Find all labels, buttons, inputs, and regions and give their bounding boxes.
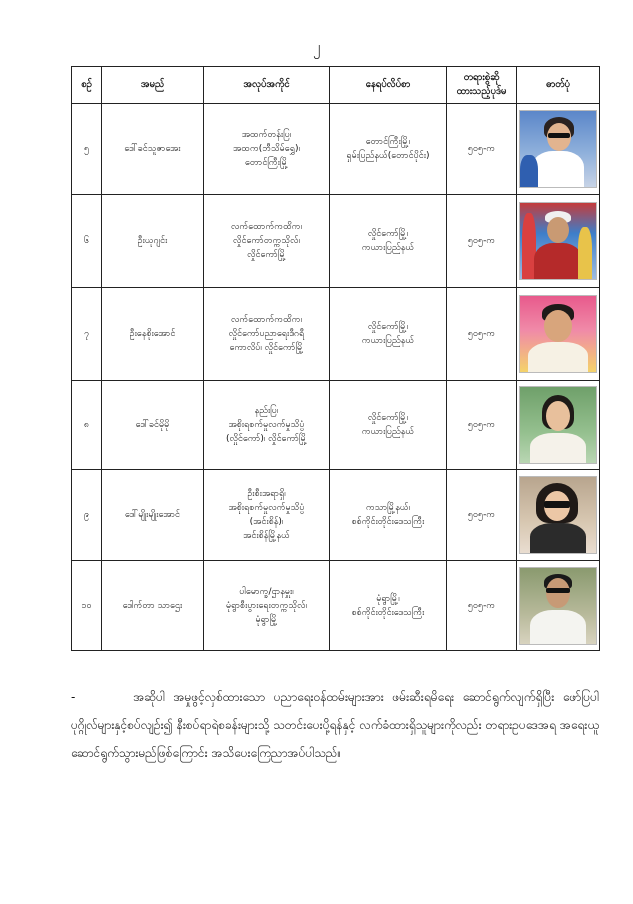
position-line: အထက(ဘီသိမ်ရွှေ)၊ xyxy=(233,144,300,154)
header-name: အမည် xyxy=(102,67,204,104)
address-line: ကသာမြို့နယ်၊ xyxy=(365,503,411,513)
header-no: စဉ် xyxy=(72,67,102,104)
position-line: ကောလိပ်၊ လှိုင်ကော်မြို့ xyxy=(229,343,304,353)
row-no: ၈ xyxy=(72,381,102,470)
row-no: ၁၀ xyxy=(72,561,102,651)
position-line: ဦးစီးအရာရှိ၊ xyxy=(247,489,286,499)
header-section-line2: ထားသည့်ပုဒ်မ xyxy=(456,86,507,97)
position-line: လှိုင်ကော်တက္ကသိုလ်၊ xyxy=(233,236,300,246)
person-photo xyxy=(519,202,597,280)
position-line: နည်းပြ၊ xyxy=(254,406,279,416)
person-photo xyxy=(519,110,597,188)
table-row xyxy=(72,288,600,381)
position-line: အစိုးရစက်မှုလက်မှုသိပ္ပံ xyxy=(228,420,305,430)
row-no: ၇ xyxy=(72,288,102,381)
position-line: မုံရွာမြို့ xyxy=(255,614,278,625)
row-address xyxy=(330,288,447,381)
position-line: (လှိုင်ကော်)၊ လှိုင်ကော်မြို့ xyxy=(226,434,307,444)
wanted-staff-table xyxy=(71,66,600,651)
position-line: အင်းစိန်မြို့နယ် xyxy=(243,531,290,541)
row-no: ၆ xyxy=(72,195,102,288)
row-name: ဦးယုဂျင်း xyxy=(102,195,204,288)
row-photo-cell xyxy=(517,288,600,381)
position-line: လက်ထောက်ကထိက၊ xyxy=(230,315,303,325)
row-name: ဦးနေစိုးအောင် xyxy=(102,288,204,381)
header-photo: ဓာတ်ပုံ xyxy=(517,67,600,104)
row-name: ဒေါက်တာ သာဌေး xyxy=(102,561,204,651)
paragraph-text: အဆိုပါ အမှုဖွင့်လှစ်ထားသော ပညာရေးဝန်ထမ်းများအား ဖမ်းဆီးရမိရေး ဆောင်ရွက်လျက်ရှိပြီး ဖော်ပြပါပုဂ္ဂိုလ်များနှင့်စပ်လျဉ်း၍ နီးစပ်ရာရဲစခန်းများသို့ သတင်းပေးပို့ရန်နှင့် လက်ခံထားရှိသူများကိုလည်း တရားဥပဒေအရ အရေးယူဆောင်ရွက်သွားမည်ဖြစ်ကြောင်း အသိပေးကြေညာအပ်ပါသည်။ xyxy=(71,690,599,760)
row-position xyxy=(204,470,330,561)
position-line: (အင်းစိန်)၊ xyxy=(249,517,284,527)
position-line: မုံရွာစီးပွားရေးတက္ကသိုလ်၊ xyxy=(226,600,307,611)
table-row xyxy=(72,470,600,561)
row-section: ၅၀၅-က xyxy=(447,381,517,470)
row-address xyxy=(330,470,447,561)
address-line: ရှမ်းပြည်နယ်(တောင်ပိုင်း) xyxy=(346,151,430,161)
header-position: အလုပ်အကိုင် xyxy=(204,67,330,104)
position-line: လက်ထောက်ကထိက၊ xyxy=(230,222,303,232)
row-address xyxy=(330,381,447,470)
row-position xyxy=(204,561,330,651)
row-name: ဒေါ်ခင်မိုမို xyxy=(102,381,204,470)
address-line: ကယားပြည်နယ် xyxy=(361,336,415,346)
position-line: လှိုင်ကော်မြို့ xyxy=(247,250,286,260)
address-line: တောင်ကြီးမြို့၊ xyxy=(365,137,411,147)
row-photo-cell xyxy=(517,381,600,470)
row-photo-cell xyxy=(517,195,600,288)
row-section: ၅၀၅-က xyxy=(447,470,517,561)
header-address: နေရပ်လိပ်စာ xyxy=(330,67,447,104)
row-photo-cell xyxy=(517,104,600,195)
position-line: လှိုင်ကော်ပညာရေးဒီဂရီ xyxy=(228,329,305,339)
header-section xyxy=(447,67,517,104)
announcement-paragraph xyxy=(71,683,599,767)
address-line: လှိုင်ကော်မြို့၊ xyxy=(367,322,409,332)
paragraph-dash: - xyxy=(71,690,76,704)
address-line: မုံရွာမြို့၊ xyxy=(376,593,400,604)
address-line: လှိုင်ကော်မြို့၊ xyxy=(367,413,409,423)
position-line: တောင်ကြီးမြို့ xyxy=(245,158,288,168)
row-address xyxy=(330,561,447,651)
table-row xyxy=(72,381,600,470)
table-row xyxy=(72,195,600,288)
row-position xyxy=(204,381,330,470)
row-address xyxy=(330,195,447,288)
person-photo xyxy=(519,295,597,373)
row-photo-cell xyxy=(517,470,600,561)
header-section-line1: တရားစွဲဆို xyxy=(463,72,500,83)
row-position xyxy=(204,104,330,195)
position-line: အထက်တန်းပြ၊ xyxy=(241,130,292,140)
table-header-row xyxy=(72,67,600,104)
row-section: ၅၀၅-က xyxy=(447,104,517,195)
address-line: လှိုင်ကော်မြို့၊ xyxy=(367,229,409,239)
address-line: ကယားပြည်နယ် xyxy=(361,427,415,437)
position-line: ပါမောက္ခ/ဌာနမှူး၊ xyxy=(239,586,294,597)
row-no: ၉ xyxy=(72,470,102,561)
row-section: ၅၀၅-က xyxy=(447,195,517,288)
row-position xyxy=(204,195,330,288)
address-line: ကယားပြည်နယ် xyxy=(361,243,415,253)
address-line: စစ်ကိုင်းတိုင်းဒေသကြီး xyxy=(351,607,425,618)
person-photo xyxy=(519,476,597,554)
row-position xyxy=(204,288,330,381)
table-row xyxy=(72,561,600,651)
position-line: အစိုးရစက်မှုလက်မှုသိပ္ပံ xyxy=(228,503,305,513)
row-no: ၅ xyxy=(72,104,102,195)
row-section: ၅၀၅-က xyxy=(447,288,517,381)
person-photo xyxy=(519,386,597,464)
row-name: ဒေါ်ခင်သူဇာအေး xyxy=(102,104,204,195)
row-section: ၅၀၅-က xyxy=(447,561,517,651)
row-photo-cell xyxy=(517,561,600,651)
row-name: ဒေါ်မျိုးမျိုးအောင် xyxy=(102,470,204,561)
person-photo xyxy=(519,567,597,645)
address-line: စစ်ကိုင်းတိုင်းဒေသကြီး xyxy=(351,517,425,527)
row-address xyxy=(330,104,447,195)
page-number: ၂ xyxy=(312,38,321,56)
table-row xyxy=(72,104,600,195)
